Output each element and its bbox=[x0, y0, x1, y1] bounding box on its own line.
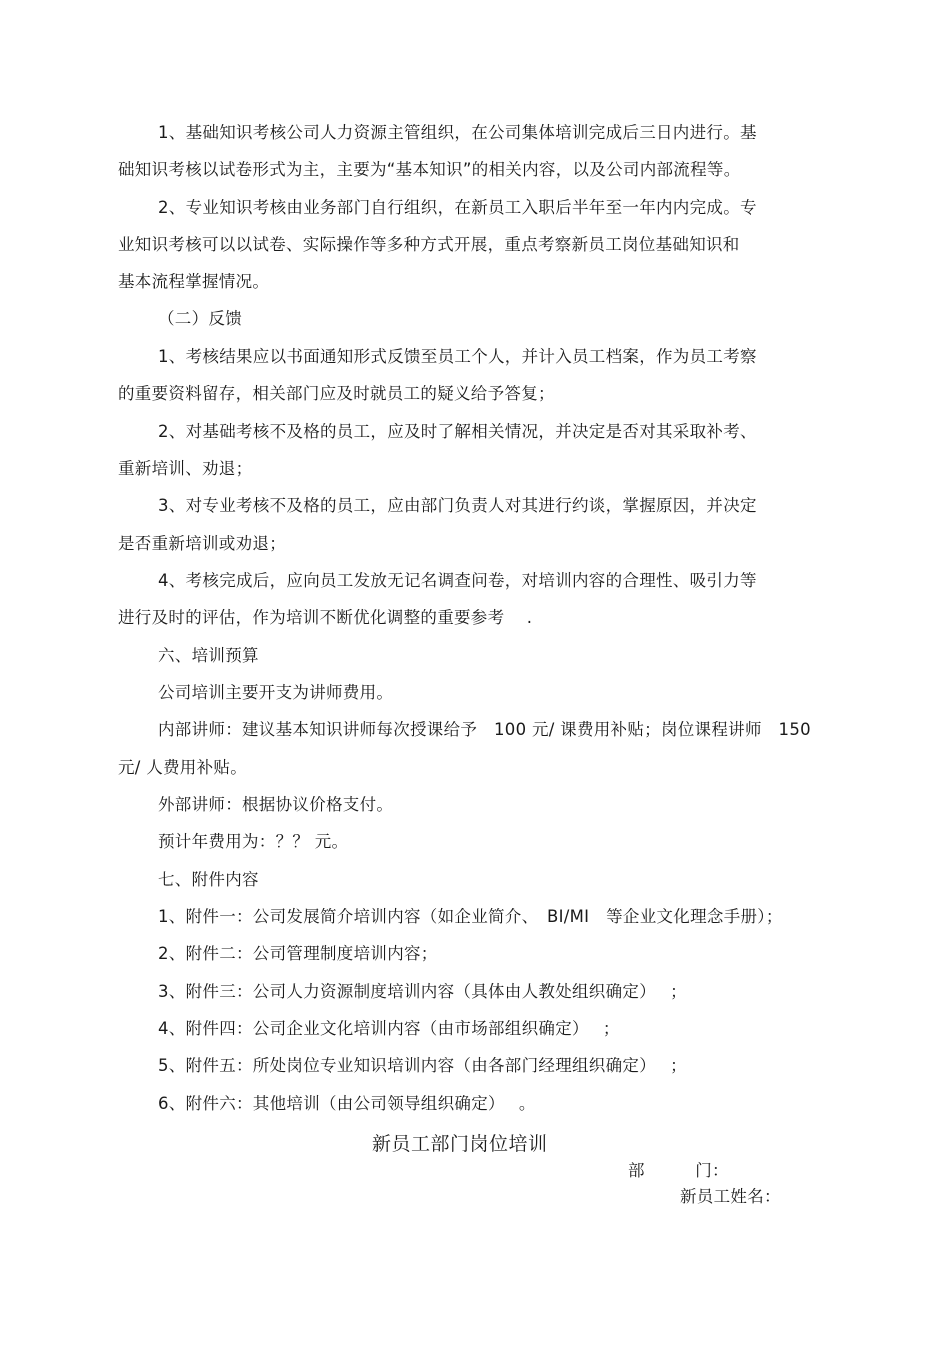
attachment-item-2: 2、附件二：公司管理制度培训内容； bbox=[158, 944, 438, 963]
text-line-2: 础知识考核以试卷形式为主，主要为“基本知识”的相关内容，以及公司内部流程等。 bbox=[118, 160, 741, 179]
attachment-item-6: 6、附件六：其他培训（由公司领导组织确定） 。 bbox=[158, 1094, 536, 1113]
text-line-10: 重新培训、劝退； bbox=[118, 459, 253, 478]
text-line-9: 2、对基础考核不及格的员工，应及时了解相关情况，并决定是否对其采取补考、 bbox=[158, 422, 757, 441]
attachment-item-1: 1、附件一：公司发展简介培训内容（如企业简介、 BI/MI 等企业文化理念手册）； bbox=[158, 907, 783, 926]
form-title: 新员工部门岗位培训 bbox=[372, 1133, 548, 1155]
text-line-5: 基本流程掌握情况。 bbox=[118, 272, 270, 291]
text-line-13: 4、考核完成后，应向员工发放无记名调查问卷，对培训内容的合理性、吸引力等 bbox=[158, 571, 757, 590]
text-line-4: 业知识考核可以以试卷、实际操作等多种方式开展，重点考察新员工岗位基础知识和 bbox=[118, 235, 740, 254]
section-budget-heading: 六、培训预算 bbox=[158, 646, 259, 665]
attachment-item-3: 3、附件三：公司人力资源制度培训内容（具体由人教处组织确定） ； bbox=[158, 982, 687, 1001]
text-line-14: 进行及时的评估，作为培训不断优化调整的重要参考 . bbox=[118, 608, 533, 627]
department-label: 部 门： bbox=[628, 1161, 729, 1180]
text-line-11: 3、对专业考核不及格的员工，应由部门负责人对其进行约谈，掌握原因，并决定 bbox=[158, 496, 757, 515]
text-line-18: 元/ 人费用补贴。 bbox=[118, 758, 248, 777]
employee-name-label: 新员工姓名： bbox=[680, 1187, 781, 1206]
section-attachments-heading: 七、附件内容 bbox=[158, 870, 259, 889]
section-feedback-heading: （二）反馈 bbox=[158, 309, 242, 328]
text-line-7: 1、考核结果应以书面通知形式反馈至员工个人，并计入员工档案，作为员工考察 bbox=[158, 347, 757, 366]
text-line-8: 的重要资料留存，相关部门应及时就员工的疑义给予答复； bbox=[118, 384, 555, 403]
text-line-20: 预计年费用为：？？ 元。 bbox=[158, 832, 349, 851]
attachment-item-4: 4、附件四：公司企业文化培训内容（由市场部组织确定） ； bbox=[158, 1019, 620, 1038]
text-line-12: 是否重新培训或劝退； bbox=[118, 534, 286, 553]
text-line-1: 1、基础知识考核公司人力资源主管组织，在公司集体培训完成后三日内进行。基 bbox=[158, 123, 757, 142]
attachment-item-5: 5、附件五：所处岗位专业知识培训内容（由各部门经理组织确定） ； bbox=[158, 1056, 687, 1075]
text-line-3: 2、专业知识考核由业务部门自行组织，在新员工入职后半年至一年内内完成。专 bbox=[158, 198, 757, 217]
text-line-19: 外部讲师：根据协议价格支付。 bbox=[158, 795, 394, 814]
text-line-16: 公司培训主要开支为讲师费用。 bbox=[158, 683, 394, 702]
text-line-17: 内部讲师：建议基本知识讲师每次授课给予 100 元/ 课费用补贴；岗位课程讲师 150 bbox=[158, 720, 811, 739]
